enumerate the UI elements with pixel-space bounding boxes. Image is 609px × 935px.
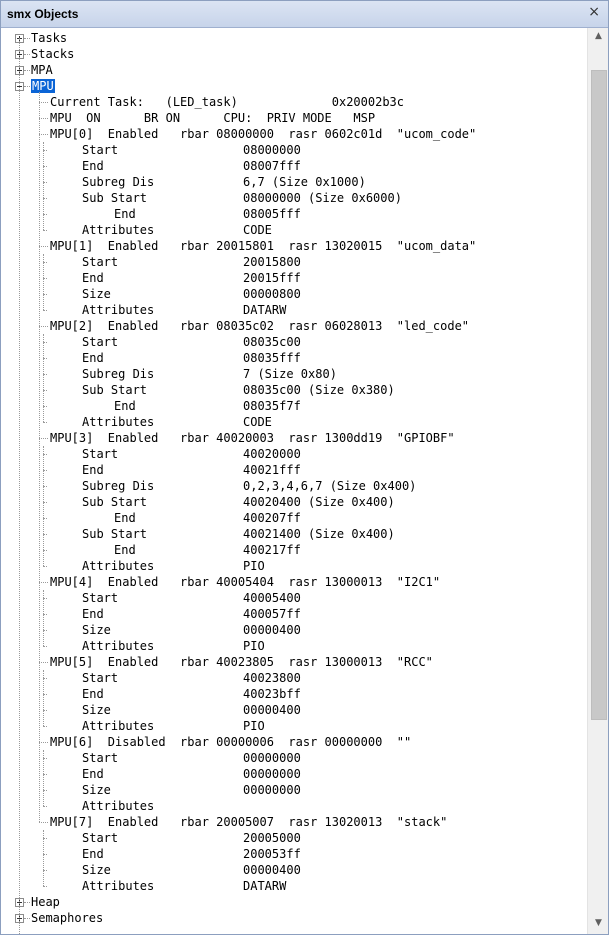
- mpu-region-detail-label: End: [82, 687, 104, 701]
- tree-guide-line: [39, 134, 48, 135]
- mpu-region-detail-value: 200053ff: [243, 847, 301, 861]
- mpu-region-detail-label: Attributes: [82, 303, 155, 317]
- tree-guide-line: [43, 422, 47, 423]
- mpu-region-detail-label: End: [82, 159, 104, 173]
- mpu-region-detail-label: End: [82, 767, 104, 781]
- mpu-region-detail-label: Size: [82, 287, 111, 301]
- tree-guide-line: [39, 438, 48, 439]
- tree-guide-line: [43, 230, 47, 231]
- mpu-region-detail-value: 08035f7f: [243, 399, 301, 413]
- mpu-region-detail-label: Start: [82, 447, 119, 461]
- mpu-region-detail-label: Attributes: [82, 223, 155, 237]
- mpu-region-detail-value: 00000000: [243, 767, 301, 781]
- tree-guide-line: [39, 582, 48, 583]
- mpu-region-detail-value: 7 (Size 0x80): [243, 367, 337, 381]
- mpu-status-line[interactable]: Current Task: (LED_task) 0x20002b3c: [50, 95, 405, 109]
- tree-guide-line: [43, 142, 44, 230]
- scroll-down-icon[interactable]: ▼: [595, 918, 602, 928]
- mpu-region-detail-label: End: [114, 511, 136, 525]
- mpu-region-detail-value: 08035c00 (Size 0x380): [243, 383, 395, 397]
- mpu-region-detail-value: 40021400 (Size 0x400): [243, 527, 395, 541]
- mpu-region-detail-value: PIO: [243, 559, 265, 573]
- mpu-region-detail-label: Sub Start: [82, 383, 148, 397]
- mpu-region-detail-value: 400207ff: [243, 511, 301, 525]
- tree-guide-line: [43, 334, 44, 422]
- mpu-region-detail-value: 08000000 (Size 0x6000): [243, 191, 402, 205]
- tree-node-tasks[interactable]: Tasks: [31, 31, 68, 45]
- mpu-region-detail-value: 20015800: [243, 255, 301, 269]
- mpu-region-1[interactable]: MPU[1] Enabled rbar 20015801 rasr 13020015 "ucom_data": [50, 239, 477, 253]
- tree-guide-line: [24, 86, 30, 87]
- mpu-region-detail-label: Sub Start: [82, 495, 148, 509]
- mpu-region-detail-value: 08035c00: [243, 335, 301, 349]
- object-tree[interactable]: [1, 28, 587, 934]
- window-title: smx Objects: [7, 7, 79, 21]
- mpu-region-detail-value: PIO: [243, 719, 265, 733]
- tree-guide-line: [43, 310, 47, 311]
- mpu-region-detail-label: Subreg Dis: [82, 479, 155, 493]
- tree-guide-line: [39, 662, 48, 663]
- mpu-region-detail-label: End: [114, 207, 136, 221]
- mpu-region-detail-label: End: [82, 847, 104, 861]
- tree-guide-line: [39, 118, 48, 119]
- mpu-region-detail-label: Attributes: [82, 559, 155, 573]
- scroll-up-icon[interactable]: ▲: [595, 31, 602, 41]
- mpu-region-detail-value: DATARW: [243, 879, 287, 893]
- tree-guide-line: [43, 750, 44, 806]
- mpu-region-detail-label: Start: [82, 671, 119, 685]
- mpu-region-detail-label: Attributes: [82, 415, 155, 429]
- mpu-region-detail-label: Attributes: [82, 879, 155, 893]
- mpu-region-6[interactable]: MPU[6] Disabled rbar 00000006 rasr 00000000 "": [50, 735, 412, 749]
- mpu-region-0[interactable]: MPU[0] Enabled rbar 08000000 rasr 0602c01d "ucom_code": [50, 127, 477, 141]
- tree-guide-line: [43, 830, 44, 886]
- mpu-region-detail-label: Subreg Dis: [82, 367, 155, 381]
- mpu-region-detail-label: Sub Start: [82, 527, 148, 541]
- close-icon[interactable]: ×: [588, 4, 600, 20]
- tree-node-stacks[interactable]: Stacks: [31, 47, 75, 61]
- tree-node-semaphores[interactable]: Semaphores: [31, 911, 104, 925]
- mpu-region-detail-label: Subreg Dis: [82, 175, 155, 189]
- mpu-region-detail-label: End: [82, 607, 104, 621]
- mpu-region-detail-label: Start: [82, 143, 119, 157]
- mpu-region-detail-value: CODE: [243, 223, 272, 237]
- vertical-scrollbar[interactable]: [587, 28, 609, 934]
- tree-guide-line: [43, 446, 44, 566]
- tree-guide-line: [24, 902, 30, 903]
- tree-guide-line: [24, 38, 30, 39]
- mpu-region-detail-label: Start: [82, 831, 119, 845]
- mpu-region-detail-label: End: [82, 463, 104, 477]
- mpu-region-detail-label: End: [82, 351, 104, 365]
- mpu-region-detail-value: 20005000: [243, 831, 301, 845]
- tree-guide-line: [24, 54, 30, 55]
- mpu-region-detail-value: 08000000: [243, 143, 301, 157]
- tree-guide-line: [24, 70, 30, 71]
- mpu-region-detail-value: 40023800: [243, 671, 301, 685]
- mpu-region-detail-value: 00000400: [243, 623, 301, 637]
- mpu-region-4[interactable]: MPU[4] Enabled rbar 40005404 rasr 13000013 "I2C1": [50, 575, 441, 589]
- tree-guide-line: [43, 254, 44, 310]
- tree-guide-line: [43, 886, 47, 887]
- mpu-region-detail-value: 400057ff: [243, 607, 301, 621]
- tree-guide-line: [39, 742, 48, 743]
- mpu-region-detail-value: 20015fff: [243, 271, 301, 285]
- mpu-region-detail-value: 08005fff: [243, 207, 301, 221]
- mpu-region-detail-value: 40023bff: [243, 687, 301, 701]
- mpu-region-7[interactable]: MPU[7] Enabled rbar 20005007 rasr 13020013 "stack": [50, 815, 448, 829]
- tree-guide-line: [43, 726, 47, 727]
- mpu-region-detail-value: 08035fff: [243, 351, 301, 365]
- tree-guide-line: [39, 246, 48, 247]
- mpu-region-detail-label: Size: [82, 703, 111, 717]
- tree-guide-line: [43, 670, 44, 726]
- tree-guide-line: [24, 918, 30, 919]
- mpu-region-5[interactable]: MPU[5] Enabled rbar 40023805 rasr 13000013 "RCC": [50, 655, 433, 669]
- tree-guide-line: [43, 590, 44, 646]
- mpu-region-detail-value: DATARW: [243, 303, 287, 317]
- tree-guide-line: [19, 38, 20, 934]
- tree-guide-line: [39, 92, 40, 822]
- mpu-region-detail-label: Attributes: [82, 799, 155, 813]
- tree-guide-line: [39, 102, 48, 103]
- mpu-region-detail-label: Attributes: [82, 639, 155, 653]
- tree-guide-line: [39, 822, 48, 823]
- mpu-region-detail-value: 00000000: [243, 751, 301, 765]
- mpu-region-detail-label: Size: [82, 623, 111, 637]
- scroll-thumb[interactable]: [591, 70, 607, 720]
- mpu-region-detail-value: 0,2,3,4,6,7 (Size 0x400): [243, 479, 417, 493]
- mpu-region-3[interactable]: MPU[3] Enabled rbar 40020003 rasr 1300dd19 "GPIOBF": [50, 431, 455, 445]
- mpu-region-detail-label: Size: [82, 783, 111, 797]
- mpu-status-line[interactable]: MPU ON BR ON CPU: PRIV MODE MSP: [50, 111, 376, 125]
- mpu-region-detail-label: Sub Start: [82, 191, 148, 205]
- mpu-region-detail-label: End: [82, 271, 104, 285]
- mpu-region-detail-value: 00000400: [243, 703, 301, 717]
- title-bar: [1, 1, 608, 28]
- mpu-region-detail-value: 40020000: [243, 447, 301, 461]
- mpu-region-detail-value: 40020400 (Size 0x400): [243, 495, 395, 509]
- mpu-region-detail-label: End: [114, 543, 136, 557]
- tree-node-heap[interactable]: Heap: [31, 895, 60, 909]
- tree-node-mpu-label: MPU: [32, 79, 54, 93]
- mpu-region-detail-value: PIO: [243, 639, 265, 653]
- mpu-region-detail-label: Start: [82, 591, 119, 605]
- tree-guide-line: [43, 646, 47, 647]
- mpu-region-detail-value: 00000400: [243, 863, 301, 877]
- tree-node-mpu[interactable]: [31, 78, 55, 94]
- tree-node-mpa[interactable]: MPA: [31, 63, 53, 77]
- tree-guide-line: [43, 806, 47, 807]
- tree-guide-line: [39, 326, 48, 327]
- mpu-region-2[interactable]: MPU[2] Enabled rbar 08035c02 rasr 06028013 "led_code": [50, 319, 470, 333]
- mpu-region-detail-value: 08007fff: [243, 159, 301, 173]
- mpu-region-detail-value: 6,7 (Size 0x1000): [243, 175, 366, 189]
- mpu-region-detail-value: 40005400: [243, 591, 301, 605]
- mpu-region-detail-value: 400217ff: [243, 543, 301, 557]
- mpu-region-detail-value: CODE: [243, 415, 272, 429]
- mpu-region-detail-label: Start: [82, 255, 119, 269]
- mpu-region-detail-label: Start: [82, 335, 119, 349]
- mpu-region-detail-label: End: [114, 399, 136, 413]
- mpu-region-detail-value: 40021fff: [243, 463, 301, 477]
- mpu-region-detail-value: 00000000: [243, 783, 301, 797]
- mpu-region-detail-label: Start: [82, 751, 119, 765]
- mpu-region-detail-value: 00000800: [243, 287, 301, 301]
- tree-guide-line: [43, 566, 47, 567]
- mpu-region-detail-label: Attributes: [82, 719, 155, 733]
- mpu-region-detail-label: Size: [82, 863, 111, 877]
